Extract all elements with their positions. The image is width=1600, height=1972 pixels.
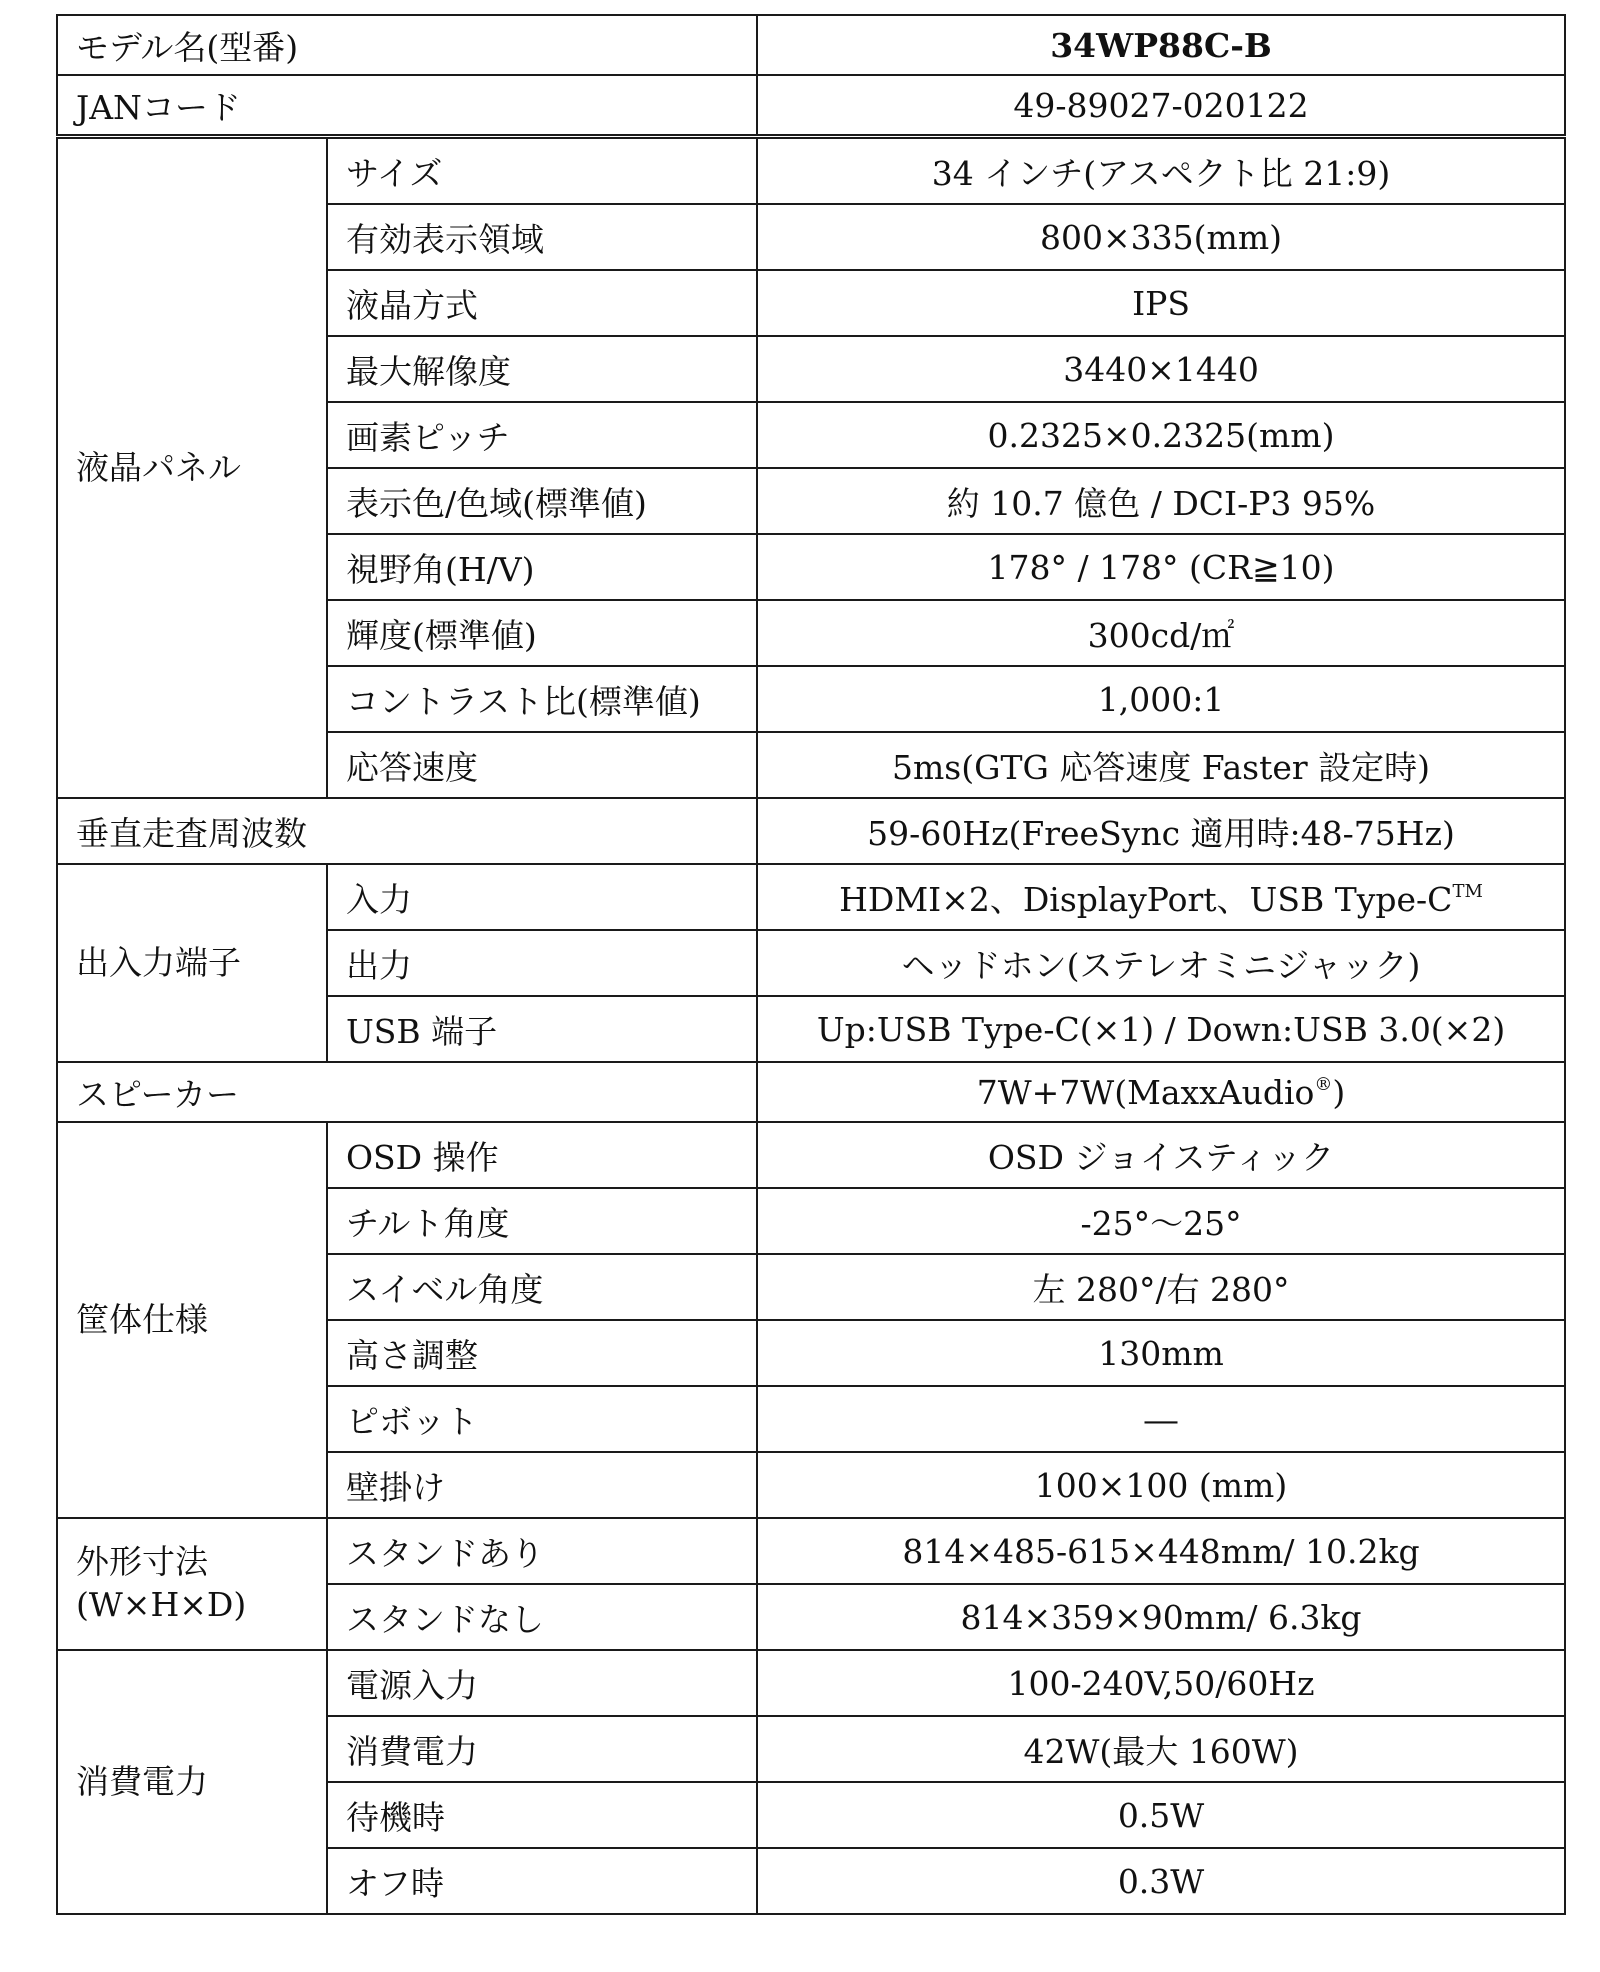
label-pivot: ピボット — [327, 1386, 757, 1452]
value-model: 34WP88C-B — [757, 15, 1565, 75]
label-resolution: 最大解像度 — [327, 336, 757, 402]
value-area: 800×335(mm) — [757, 204, 1565, 270]
label-osd: OSD 操作 — [327, 1122, 757, 1188]
value-with-stand: 814×485-615×448mm/ 10.2kg — [757, 1518, 1565, 1584]
row-panel-size — [57, 137, 1565, 205]
label-with-stand: スタンドあり — [327, 1518, 757, 1584]
label-panel-type: 液晶方式 — [327, 270, 757, 336]
row-model — [57, 15, 1565, 75]
row-speaker — [57, 1062, 1565, 1122]
value-speaker-close: ) — [1332, 1072, 1346, 1112]
value-brightness: 300cd/㎡ — [757, 600, 1565, 666]
value-io-output: ヘッドホン(ステレオミニジャック) — [757, 930, 1565, 996]
label-io-input: 入力 — [327, 864, 757, 930]
value-io-input-text: HDMI×2、DisplayPort、USB Type-C — [839, 879, 1453, 919]
label-color: 表示色/色域(標準値) — [327, 468, 757, 534]
value-io-input — [757, 864, 1565, 930]
registered-mark: ® — [1314, 1073, 1333, 1095]
label-io-usb: USB 端子 — [327, 996, 757, 1062]
value-power-input: 100-240V,50/60Hz — [757, 1650, 1565, 1716]
label-speaker: スピーカー — [57, 1062, 757, 1122]
label-tilt: チルト角度 — [327, 1188, 757, 1254]
label-viewing: 視野角(H/V) — [327, 534, 757, 600]
label-swivel: スイベル角度 — [327, 1254, 757, 1320]
label-power-input: 電源入力 — [327, 1650, 757, 1716]
value-without-stand: 814×359×90mm/ 6.3kg — [757, 1584, 1565, 1650]
value-pivot: ― — [757, 1386, 1565, 1452]
label-pitch: 画素ピッチ — [327, 402, 757, 468]
value-size: 34 インチ(アスペクト比 21:9) — [757, 137, 1565, 205]
value-io-usb: Up:USB Type-C(×1) / Down:USB 3.0(×2) — [757, 996, 1565, 1062]
label-height: 高さ調整 — [327, 1320, 757, 1386]
value-height: 130mm — [757, 1320, 1565, 1386]
value-standby: 0.5W — [757, 1782, 1565, 1848]
category-dimensions-line2: (W×H×D) — [76, 1585, 247, 1624]
label-response: 応答速度 — [327, 732, 757, 798]
label-standby: 待機時 — [327, 1782, 757, 1848]
value-panel-type: IPS — [757, 270, 1565, 336]
label-model: モデル名(型番) — [57, 15, 757, 75]
row-dim-with-stand — [57, 1518, 1565, 1584]
row-io-input — [57, 864, 1565, 930]
category-dimensions — [57, 1518, 327, 1650]
value-speaker — [757, 1062, 1565, 1122]
value-jan: 49-89027-020122 — [757, 75, 1565, 137]
value-pitch: 0.2325×0.2325(mm) — [757, 402, 1565, 468]
label-brightness: 輝度(標準値) — [327, 600, 757, 666]
value-speaker-text: 7W+7W(MaxxAudio — [976, 1072, 1315, 1112]
label-io-output: 出力 — [327, 930, 757, 996]
value-off: 0.3W — [757, 1848, 1565, 1914]
row-chassis-osd — [57, 1122, 1565, 1188]
value-contrast: 1,000:1 — [757, 666, 1565, 732]
category-dimensions-line1: 外形寸法 — [76, 1542, 208, 1582]
category-power: 消費電力 — [57, 1650, 327, 1914]
label-jan: JANコード — [57, 75, 757, 137]
row-refresh — [57, 798, 1565, 864]
category-chassis: 筐体仕様 — [57, 1122, 327, 1518]
value-resolution: 3440×1440 — [757, 336, 1565, 402]
label-off: オフ時 — [327, 1848, 757, 1914]
label-area: 有効表示領域 — [327, 204, 757, 270]
value-osd: OSD ジョイスティック — [757, 1122, 1565, 1188]
category-io: 出入力端子 — [57, 864, 327, 1062]
value-tilt: -25°〜25° — [757, 1188, 1565, 1254]
value-wall: 100×100 (mm) — [757, 1452, 1565, 1518]
value-swivel: 左 280°/右 280° — [757, 1254, 1565, 1320]
row-power-input — [57, 1650, 1565, 1716]
label-contrast: コントラスト比(標準値) — [327, 666, 757, 732]
label-size: サイズ — [327, 137, 757, 205]
value-color: 約 10.7 億色 / DCI-P3 95% — [757, 468, 1565, 534]
label-refresh: 垂直走査周波数 — [57, 798, 757, 864]
value-viewing: 178° / 178° (CR≧10) — [757, 534, 1565, 600]
category-panel: 液晶パネル — [57, 137, 327, 799]
row-jan — [57, 75, 1565, 137]
trademark-mark: TM — [1452, 880, 1483, 902]
label-power-consumption: 消費電力 — [327, 1716, 757, 1782]
value-power-consumption: 42W(最大 160W) — [757, 1716, 1565, 1782]
label-without-stand: スタンドなし — [327, 1584, 757, 1650]
label-wall: 壁掛け — [327, 1452, 757, 1518]
value-response: 5ms(GTG 応答速度 Faster 設定時) — [757, 732, 1565, 798]
value-refresh: 59-60Hz(FreeSync 適用時:48-75Hz) — [757, 798, 1565, 864]
spec-table — [56, 14, 1566, 1915]
